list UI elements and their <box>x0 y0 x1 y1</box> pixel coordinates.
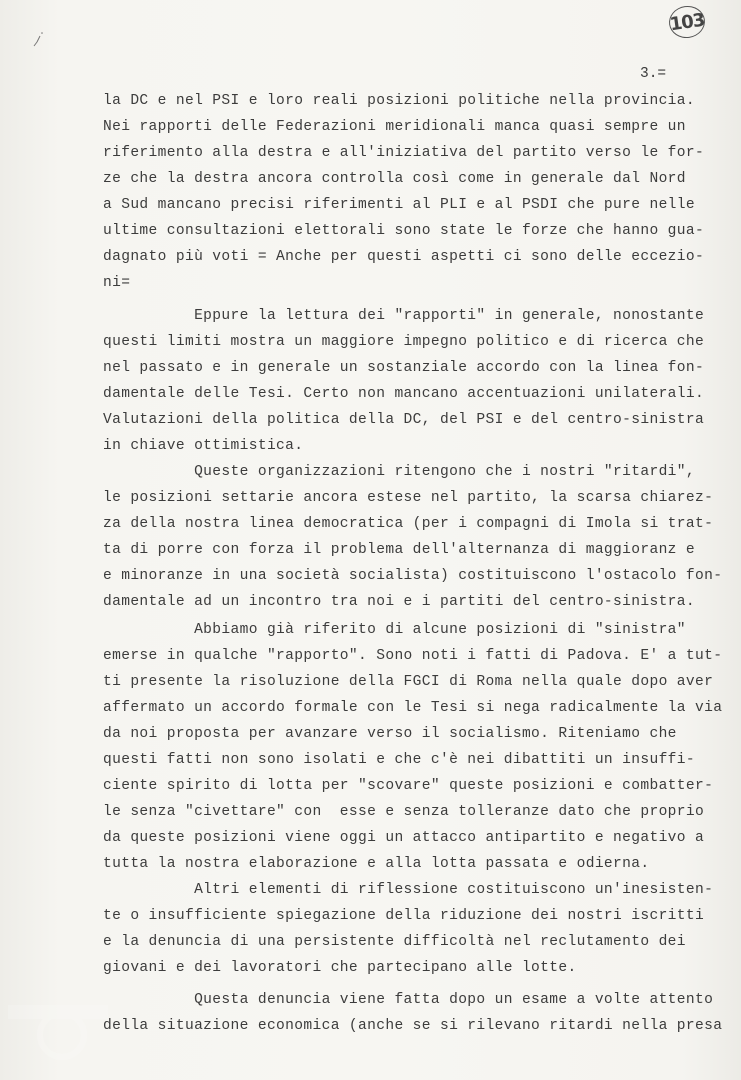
text-line: Abbiamo già riferito di alcune posizioni di "sinistra" <box>103 622 686 638</box>
text-line: Questa denuncia viene fatta dopo un esame a volte attento <box>103 992 714 1008</box>
text-line: da noi proposta per avanzare verso il socialismo. Riteniamo che <box>103 726 677 742</box>
text-line: emerse in qualche "rapporto". Sono noti i fatti di Padova. E' a tut- <box>103 648 723 664</box>
text-line: Altri elementi di riflessione costituiscono un'inesisten- <box>103 882 714 898</box>
text-line: te o insufficiente spiegazione della riduzione dei nostri iscritti <box>103 908 705 924</box>
text-line: in chiave ottimistica. <box>103 438 304 454</box>
text-line: ti presente la risoluzione della FGCI di Roma nella quale dopo aver <box>103 674 714 690</box>
text-line: le senza "civettare" con esse e senza tolleranze dato che proprio <box>103 804 705 820</box>
text-line: za della nostra linea democratica (per i compagni di Imola si trat- <box>103 516 714 532</box>
text-line: Eppure la lettura dei "rapporti" in generale, nonostante <box>103 308 705 324</box>
text-line: nel passato e in generale un sostanziale accordo con la linea fon- <box>103 360 705 376</box>
text-line: da queste posizioni viene oggi un attacco antipartito e negativo a <box>103 830 705 846</box>
text-line: questi fatti non sono isolati e che c'è nei dibattiti un insuffi- <box>103 752 695 768</box>
text-line: e la denuncia di una persistente difficoltà nel reclutamento dei <box>103 934 686 950</box>
text-line: questi limiti mostra un maggiore impegno politico e di ricerca che <box>103 334 705 350</box>
text-line: ultime consultazioni elettorali sono state le forze che hanno gua- <box>103 223 705 239</box>
text-line: Queste organizzazioni ritengono che i nostri "ritardi", <box>103 464 695 480</box>
text-line: e minoranze in una società socialista) costituiscono l'ostacolo fon- <box>103 568 723 584</box>
archive-watermark-icon <box>2 995 122 1075</box>
page-number: 3.= <box>640 66 667 82</box>
text-line: damentale ad un incontro tra noi e i partiti del centro-sinistra. <box>103 594 695 610</box>
text-line: tutta la nostra elaborazione e alla lotta passata e odierna. <box>103 856 650 872</box>
text-line: a Sud mancano precisi riferimenti al PLI e al PSDI che pure nelle <box>103 197 695 213</box>
text-line: ze che la destra ancora controlla così come in generale dal Nord <box>103 171 686 187</box>
text-line: la DC e nel PSI e loro reali posizioni politiche nella provincia. <box>103 93 695 109</box>
text-line: Nei rapporti delle Federazioni meridionali manca quasi sempre un <box>103 119 686 135</box>
archive-folio-number: 103 <box>667 4 707 41</box>
text-line: dagnato più voti = Anche per questi aspetti ci sono delle eccezio- <box>103 249 705 265</box>
text-line: Valutazioni della politica della DC, del PSI e del centro-sinistra <box>103 412 705 428</box>
text-line: le posizioni settarie ancora estese nel partito, la scarsa chiarez- <box>103 490 714 506</box>
text-line: della situazione economica (anche se si rilevano ritardi nella presa <box>103 1018 723 1034</box>
text-line: riferimento alla destra e all'iniziativa del partito verso le for- <box>103 145 705 161</box>
text-line: giovani e dei lavoratori che partecipano alle lotte. <box>103 960 577 976</box>
text-line: ni= <box>103 275 131 291</box>
pencil-mark-icon <box>28 28 50 50</box>
text-line: damentale delle Tesi. Certo non mancano accentuazioni unilaterali. <box>103 386 705 402</box>
text-line: affermato un accordo formale con le Tesi si nega radicalmente la via <box>103 700 723 716</box>
text-line: ta di porre con forza il problema dell'alternanza di maggioranz e <box>103 542 695 558</box>
text-line: ciente spirito di lotta per "scovare" queste posizioni e combatter- <box>103 778 714 794</box>
